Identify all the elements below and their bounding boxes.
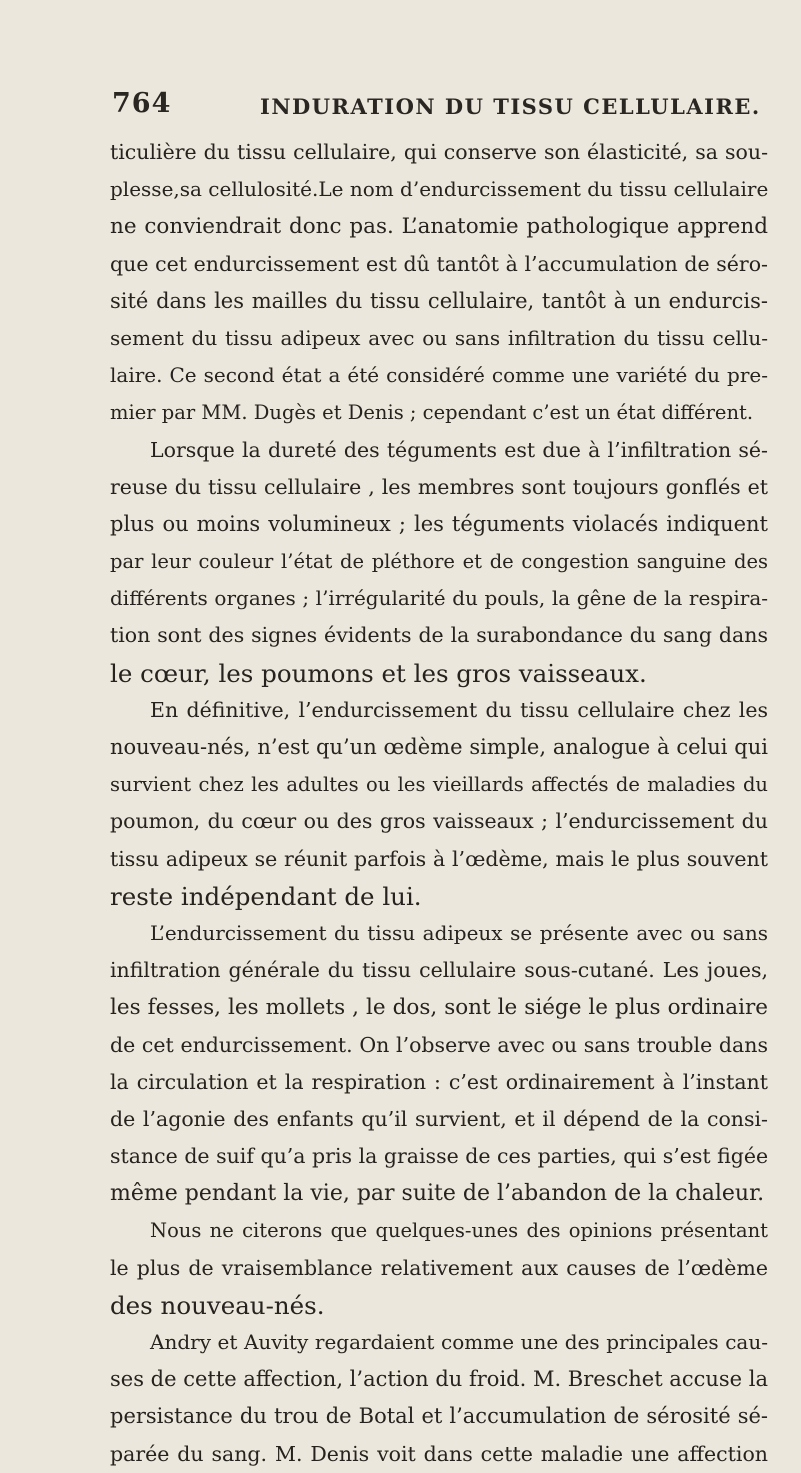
text-line: même pendant la vie, par suite de l’abandon de la chaleur. — [110, 1181, 765, 1207]
text-line: tissu adipeux se réunit parfois à l’œdème, mais le plus souvent — [110, 846, 768, 871]
text-line: En définitive, l’endurcissement du tissu cellulaire chez les — [150, 697, 768, 722]
text-line: stance de suif qu’a pris la graisse de ces parties, qui s’est figée — [110, 1144, 769, 1169]
body-text — [110, 134, 768, 1473]
text-line: parée du sang. M. Denis voit dans cette maladie une affection — [110, 1441, 768, 1466]
text-line: mier par MM. Dugès et Denis ; cependant c’est un état différent. — [110, 401, 754, 425]
text-line: reuse du tissu cellulaire , les membres sont toujours gonflés et — [110, 474, 768, 499]
text-line: laire. Ce second état a été considéré comme une variété du pre- — [110, 363, 768, 388]
text-line: plesse,sa cellulosité.Le nom d’endurcissement du tissu cellulaire — [110, 177, 769, 202]
text-line: différents organes ; l’irrégularité du pouls, la gêne de la respira- — [110, 586, 768, 611]
text-line: nouveau-nés, n’est qu’un œdème simple, analogue à celui qui — [110, 735, 768, 759]
text-line: sement du tissu adipeux avec ou sans infiltration du tissu cellu- — [110, 325, 768, 350]
text-line: les fesses, les mollets , le dos, sont le siége le plus ordinaire — [110, 995, 768, 1021]
text-line: des nouveau-nés. — [110, 1290, 325, 1320]
page-number: 764 — [112, 88, 172, 119]
text-line: infiltration générale du tissu cellulaire sous-cutané. Les joues, — [110, 958, 768, 983]
text-line: le cœur, les poumons et les gros vaisseaux. — [110, 658, 647, 688]
text-line: survient chez les adultes ou les vieillards affectés de maladies du — [110, 773, 768, 797]
text-line: plus ou moins volumineux ; les téguments violacés indiquent — [110, 511, 768, 536]
text-line: persistance du trou de Botal et l’accumulation de sérosité sé- — [110, 1404, 768, 1429]
text-line: L’endurcissement du tissu adipeux se présente avec ou sans — [150, 920, 768, 945]
text-line: ticulière du tissu cellulaire, qui conserve son élasticité, sa sou- — [110, 140, 768, 164]
text-line: tion sont des signes évidents de la surabondance du sang dans — [110, 623, 768, 648]
text-line: par leur couleur l’état de pléthore et de congestion sanguine des — [110, 550, 768, 574]
text-line: de l’agonie des enfants qu’il survient, et il dépend de la consi- — [110, 1106, 768, 1131]
text-line: poumon, du cœur ou des gros vaisseaux ; l’endurcissement du — [110, 809, 768, 834]
text-line: Andry et Auvity regardaient comme une des principales cau- — [150, 1330, 768, 1354]
text-line: Lorsque la dureté des téguments est due à l’infiltration sé- — [150, 437, 768, 462]
text-line: reste indépendant de lui. — [110, 881, 422, 911]
text-line: que cet endurcissement est dû tantôt à l’accumulation de séro- — [110, 251, 768, 276]
text-line: ne conviendrait donc pas. L’anatomie pathologique apprend — [110, 214, 768, 240]
text-line: ses de cette affection, l’action du froid. M. Breschet accuse la — [110, 1367, 768, 1392]
text-line: sité dans les mailles du tissu cellulaire, tantôt à un endurcis- — [110, 288, 768, 313]
text-line: la circulation et la respiration : c’est ordinairement à l’instant — [110, 1069, 768, 1094]
text-line: le plus de vraisemblance relativement aux causes de l’œdème — [110, 1255, 768, 1280]
page-header — [112, 84, 762, 124]
text-line: Nous ne citerons que quelques-unes des opinions présentant — [150, 1219, 768, 1243]
text-line: de cet endurcissement. On l’observe avec ou sans trouble dans — [110, 1032, 768, 1057]
running-title: INDURATION DU TISSU CELLULAIRE. — [260, 94, 761, 119]
